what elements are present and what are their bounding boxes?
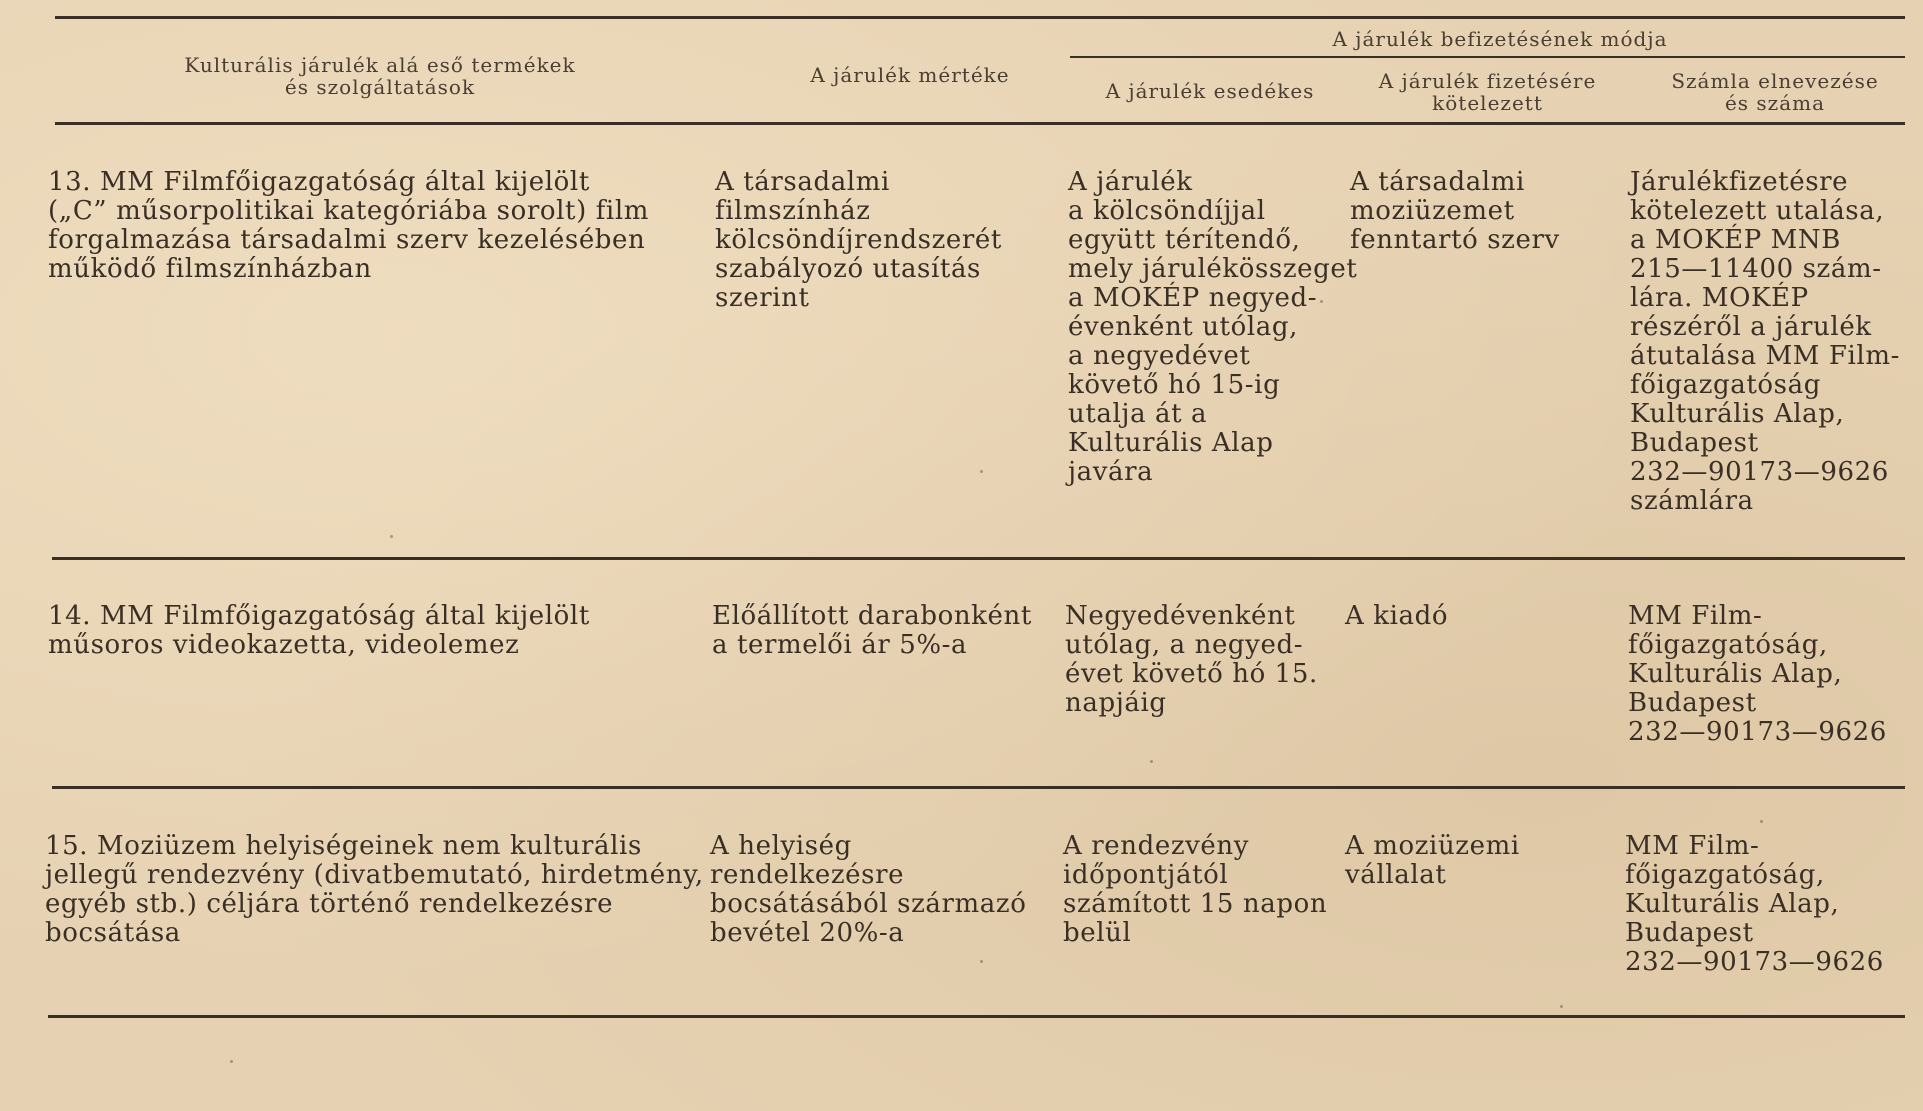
table-row-14-products: 14. MM Filmfőigazgatóság által kijelölt műsoros videokazetta, videolemez — [48, 601, 590, 660]
header-obligated: A járulék fizetésére kötelezett — [1378, 69, 1597, 115]
top-rule — [55, 16, 1905, 19]
header-payment-group: A járulék befizetésének módja — [1332, 27, 1668, 51]
paper-speck — [1560, 1005, 1563, 1008]
table-row-14-rate: Előállított darabonként a termelői ár 5%-a — [712, 601, 1032, 660]
paper-speck — [230, 1060, 233, 1063]
paper-speck — [1320, 300, 1323, 303]
table-row-14-account: MM Film- főigazgatóság, Kulturális Alap, Budapest 232—90173—9626 — [1628, 601, 1887, 747]
group-header-rule — [1070, 56, 1905, 58]
header-products: Kulturális járulék alá eső termékek és szolgáltatások — [184, 53, 576, 99]
header-due: A járulék esedékes — [1105, 79, 1315, 103]
bottom-rule — [48, 1015, 1905, 1018]
paper-speck — [1150, 760, 1153, 763]
table-row-13-products: 13. MM Filmfőigazgatóság által kijelölt („C” műsorpolitikai kategóriába sorolt) film forgalmazása társadalmi szerv kezelésében működő filmszínházban — [48, 167, 650, 284]
table-row-13-due: A járulék a kölcsöndíjjal együtt térítendő, mely járulékösszeget a MOKÉP negyed- évenként utólag, a negyedévet követő hó 15-ig utalja át a Kulturális Alap javára — [1068, 167, 1358, 487]
table-row-15-obligated: A moziüzemi vállalat — [1345, 831, 1520, 890]
header-account: Számla elnevezése és száma — [1671, 69, 1879, 115]
table-row-15-products: 15. Moziüzem helyiségeinek nem kulturális jellegű rendezvény (divatbemutató, hirdetmény, egyéb stb.) céljára történő rendelkezésre bocsátása — [45, 831, 704, 948]
table-row-13-obligated: A társadalmi moziüzemet fenntartó szerv — [1350, 167, 1560, 255]
row-separator-13-14 — [52, 557, 1905, 560]
paper-speck — [390, 535, 393, 538]
paper-speck — [1760, 820, 1763, 823]
table-row-13-rate: A társadalmi filmszínház kölcsöndíjrendszerét szabályozó utasítás szerint — [715, 167, 1002, 313]
row-separator-14-15 — [52, 786, 1905, 789]
header-bottom-rule — [55, 122, 1905, 125]
paper-speck — [980, 470, 983, 473]
table-row-14-due: Negyedévenként utólag, a negyed- évet követő hó 15. napjáig — [1065, 601, 1318, 718]
table-row-14-obligated: A kiadó — [1345, 601, 1449, 631]
paper-speck — [980, 960, 983, 963]
table-row-13-account: Járulékfizetésre kötelezett utalása, a MOKÉP MNB 215—11400 szám- lára. MOKÉP részéről a járulék átutalása MM Film- főigazgatóság Kulturális Alap, Budapest 232—90173—9626 számlára — [1630, 167, 1900, 516]
table-row-15-account: MM Film- főigazgatóság, Kulturális Alap, Budapest 232—90173—9626 — [1625, 831, 1884, 977]
header-rate: A járulék mértéke — [810, 63, 1010, 87]
table-row-15-due: A rendezvény időpontjától számított 15 napon belül — [1063, 831, 1328, 948]
table-row-15-rate: A helyiség rendelkezésre bocsátásából származó bevétel 20%-a — [710, 831, 1027, 948]
